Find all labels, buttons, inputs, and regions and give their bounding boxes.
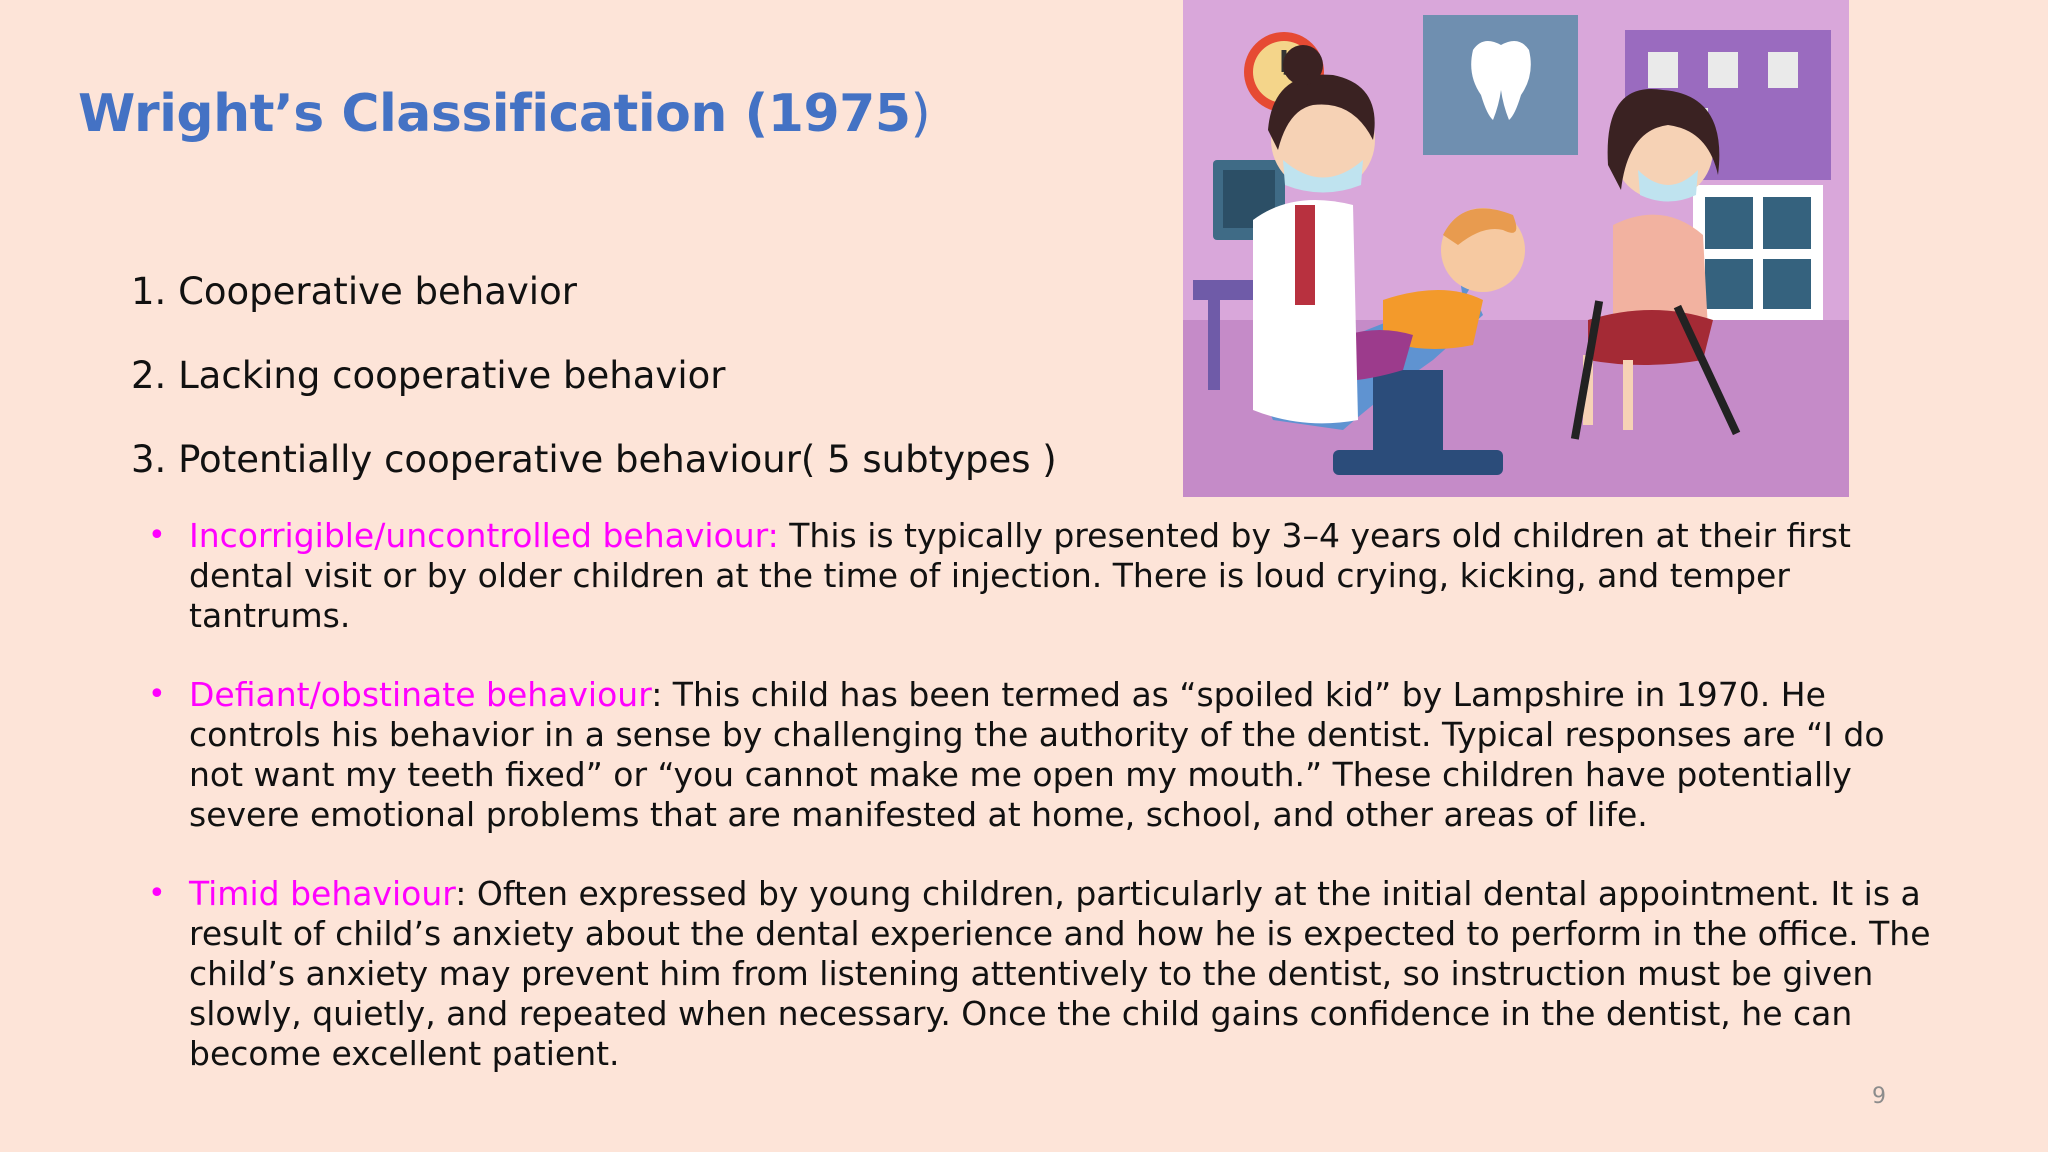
bullet-term: Defiant/obstinate behaviour <box>189 675 652 714</box>
bullet-text: : This child has been termed as “spoiled kid” by Lampshire in 1970. He controls his behavior in a sense by challenging the authority of the dentist. Typical responses are “I do not want my teeth fixed” or “you cannot make me open my mouth.” These children have potentially severe emotional problems that are manifested at home, school, and other areas of life. <box>189 675 1885 834</box>
bullet-text: : Often expressed by young children, particularly at the initial dental appointment. It is a result of child’s anxiety about the dental experience and how he is expected to perform in the office. The child’s anxiety may prevent him from listening attentively to the dentist, so instruction must be given slowly, quietly, and repeated when necessary. Once the child gains confidence in the dentist, he can become excellent patient. <box>189 874 1931 1073</box>
bullet-dot-icon: • <box>148 677 166 712</box>
slide-title-text: Wright’s Classification (1975 <box>78 84 911 144</box>
category-item: 2. Lacking cooperative behavior <box>131 354 726 397</box>
bullet-item <box>148 675 1948 835</box>
bullet-dot-icon: • <box>148 518 166 553</box>
bullet-text: This is typically presented by 3–4 years old children at their first dental visit or by older children at the time of injection. There is loud crying, kicking, and temper tantrums. <box>189 516 1851 635</box>
slide-title <box>78 84 930 144</box>
category-item: 3. Potentially cooperative behaviour( 5 subtypes ) <box>131 438 1057 481</box>
subtype-bullet-list <box>148 516 1948 1113</box>
bullet-item <box>148 516 1948 636</box>
slide-title-close: ) <box>910 84 931 144</box>
bullet-item <box>148 874 1948 1074</box>
behavior-categories-list <box>131 262 1057 514</box>
category-item: 1. Cooperative behavior <box>131 270 577 313</box>
bullet-dot-icon: • <box>148 876 166 911</box>
bullet-term: Incorrigible/uncontrolled behaviour: <box>189 516 779 555</box>
dental-visit-illustration-icon <box>1183 0 1849 497</box>
page-number: 9 <box>1872 1084 1886 1109</box>
bullet-term: Timid behaviour <box>189 874 456 913</box>
